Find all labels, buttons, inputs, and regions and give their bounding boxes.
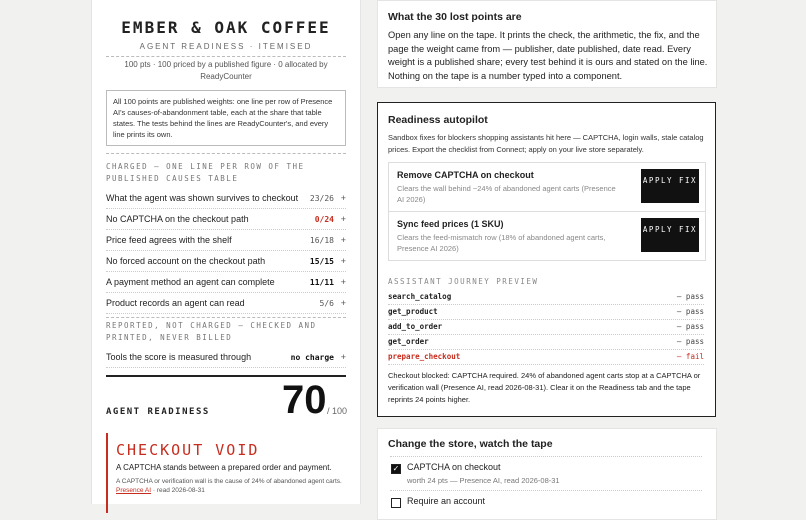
checkbox-checked[interactable]: ✓ <box>392 464 400 473</box>
fix-desc: Clears the wall behind ~24% of abandoned agent carts (Presence AI 2026) <box>397 184 616 204</box>
line-item-payment-method[interactable] <box>106 272 346 293</box>
line-item-tools[interactable] <box>106 347 346 368</box>
divider <box>390 490 702 491</box>
step-status: — pass <box>676 292 704 301</box>
divider <box>106 317 346 318</box>
source-date: · read 2026-08-31 <box>151 487 205 494</box>
expand-icon[interactable]: + <box>340 298 346 308</box>
charged-header: CHARGED — ONE LINE PER ROW OF THE PUBLISHED CAUSES TABLE <box>106 162 305 183</box>
void-detail: A CAPTCHA or verification wall is the cause of 24% of abandoned agent carts. <box>116 478 342 485</box>
line-label: Product records an agent can read <box>106 298 245 308</box>
line-score: 16/18 <box>309 235 334 245</box>
fix-card-captcha <box>388 162 706 212</box>
uncharged-header: REPORTED, NOT CHARGED — CHECKED AND PRINTED, NEVER BILLED <box>106 321 317 342</box>
lost-points-body: Open any line on the tape. It prints the check, the arithmetic, the fix, and the page the weight came from — publisher, date published, date read. Every weight is a published share; every test behind it is ours and stated on the line. Nothing on the tape is a number typed into a component. <box>388 30 708 81</box>
journey-header: ASSISTANT JOURNEY PREVIEW <box>388 277 539 286</box>
step-name: prepare_checkout <box>388 352 461 361</box>
step-name: get_order <box>388 337 429 346</box>
line-item-price-feed[interactable] <box>106 230 346 251</box>
receipt-subtitle: AGENT READINESS · ITEMISED <box>139 42 313 51</box>
void-text: A CAPTCHA stands between a prepared order and payment. <box>116 463 332 472</box>
checkout-void-stamp <box>106 433 342 513</box>
total-max: / 100 <box>327 406 348 416</box>
lost-points-title: What the 30 lost points are <box>388 11 522 23</box>
fix-title: Remove CAPTCHA on checkout <box>397 170 534 180</box>
line-score: 23/26 <box>309 193 334 203</box>
readiness-autopilot <box>377 102 716 417</box>
divider <box>106 56 346 57</box>
line-label: Tools the score is measured through <box>106 352 252 362</box>
line-score: 5/6 <box>319 298 334 308</box>
checkout-blocked-note: Checkout blocked: CAPTCHA required. 24% of abandoned agent carts stop at a CAPTCHA or verification wall (Presence AI, read 2026-08-31). Clear it on the Readiness tab and the tape reprints 24 points higher. <box>388 371 701 404</box>
expand-icon[interactable]: + <box>340 277 346 287</box>
receipt-meta: 100 pts · 100 priced by a published figure · 0 allocated by ReadyCounter <box>124 60 328 81</box>
line-score: 0/24 <box>314 214 334 224</box>
expand-icon[interactable]: + <box>340 352 346 362</box>
fix-card-feed-prices <box>388 211 706 261</box>
divider <box>390 456 702 457</box>
step-name: add_to_order <box>388 322 443 331</box>
apply-fix-button[interactable]: APPLY FIX <box>641 169 699 203</box>
step-status: — pass <box>676 307 704 316</box>
line-label: A payment method an agent can complete <box>106 277 275 287</box>
void-title: CHECKOUT VOID <box>116 441 260 459</box>
source-link[interactable]: Presence AI <box>116 487 152 494</box>
change-store-title: Change the store, watch the tape <box>388 438 553 450</box>
line-item-survives-checkout[interactable] <box>106 188 346 209</box>
line-label: No CAPTCHA on the checkout path <box>106 214 249 224</box>
total-label: AGENT READINESS <box>106 407 210 417</box>
change-store-panel <box>377 428 717 520</box>
journey-step <box>388 334 704 350</box>
autopilot-title: Readiness autopilot <box>388 114 488 126</box>
line-score: no charge <box>290 352 334 362</box>
expand-icon[interactable]: + <box>340 214 346 224</box>
step-status: — fail <box>676 352 704 361</box>
line-label: No forced account on the checkout path <box>106 256 266 266</box>
expand-icon[interactable]: + <box>340 235 346 245</box>
void-source <box>116 487 342 494</box>
step-status: — pass <box>676 322 704 331</box>
toggle-desc: worth 24 pts — Presence AI, read 2026-08-31 <box>407 476 560 485</box>
expand-icon[interactable]: + <box>340 256 346 266</box>
journey-step <box>388 289 704 305</box>
checkbox-unchecked[interactable] <box>391 498 401 508</box>
lost-points-panel <box>377 0 717 88</box>
line-label: What the agent was shown survives to checkout <box>106 193 299 203</box>
journey-step-failed <box>388 349 704 365</box>
toggle-label: CAPTCHA on checkout <box>407 462 501 472</box>
line-score: 15/15 <box>309 256 334 266</box>
step-name: search_catalog <box>388 292 452 301</box>
line-label: Price feed agrees with the shelf <box>106 235 232 245</box>
line-item-captcha[interactable] <box>106 209 346 230</box>
step-status: — pass <box>676 337 704 346</box>
journey-step <box>388 304 704 320</box>
autopilot-intro: Sandbox fixes for blockers shopping assistants hit here — CAPTCHA, login walls, stale catalog prices. Export the checklist from Connect; apply on your live store separately. <box>388 133 704 154</box>
line-score: 11/11 <box>309 277 334 287</box>
weights-note: All 100 points are published weights: one line per row of Presence AI's causes-of-abandonment table, each at the share that table states. The tests behind the lines are ReadyCounter's, and every line prints its own. <box>106 90 346 146</box>
total-score: 70 <box>282 378 327 422</box>
store-name: EMBER & OAK COFFEE <box>121 18 331 37</box>
fix-desc: Clears the feed-mismatch row (18% of abandoned agent carts, Presence AI 2026) <box>397 233 606 253</box>
toggle-label: Require an account <box>407 496 486 506</box>
journey-step <box>388 319 704 335</box>
expand-icon[interactable]: + <box>340 193 346 203</box>
fix-title: Sync feed prices (1 SKU) <box>397 219 504 229</box>
divider <box>106 153 346 154</box>
line-item-forced-account[interactable] <box>106 251 346 272</box>
readiness-receipt <box>91 0 361 504</box>
total-rule <box>106 375 346 377</box>
step-name: get_product <box>388 307 438 316</box>
apply-fix-button[interactable]: APPLY FIX <box>641 218 699 252</box>
line-item-product-records[interactable] <box>106 293 346 314</box>
